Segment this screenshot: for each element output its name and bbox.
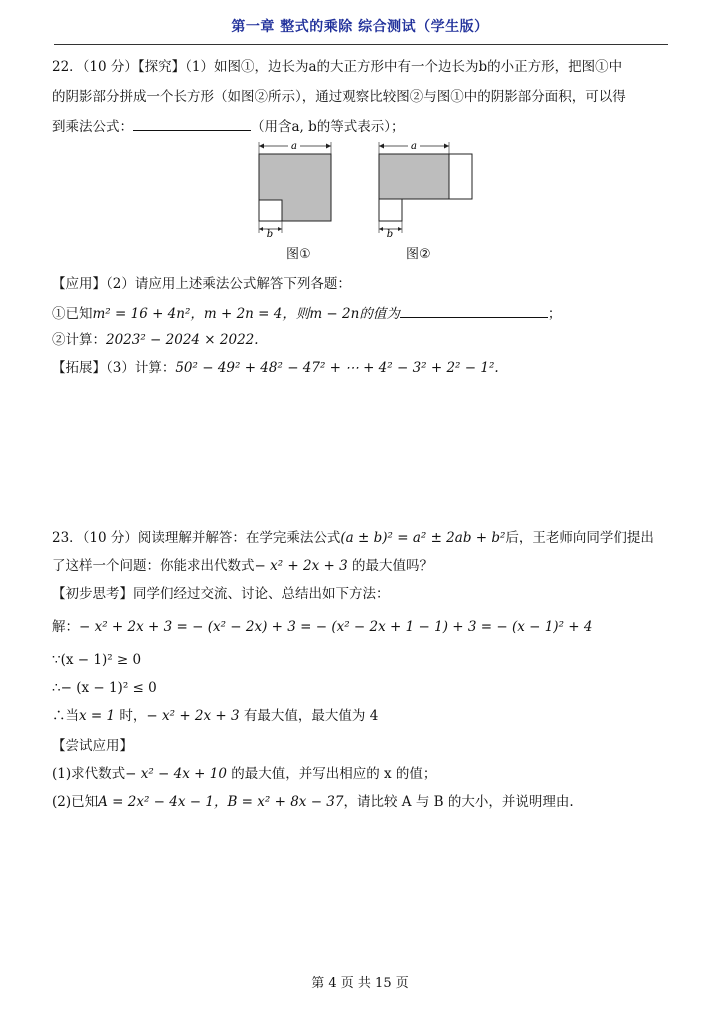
q23-line2-prefix: 了这样一个问题：你能求出代数式 xyxy=(52,558,255,574)
figure-2-side-rect xyxy=(449,154,472,199)
q23-therefore-2-suffix: 有最大值，最大值为 4 xyxy=(239,708,379,724)
page-header-title: 第一章 整式的乘除 综合测试（学生版） xyxy=(231,19,489,35)
q23-solution-math: − x² + 2x + 3 = − (x² − 2x) + 3 = − (x² − 2x + 1 − 1) + 3 = − (x − 1)² + 4 xyxy=(79,619,593,635)
q22-line2: 的阴影部分拼成一个长方形（如图②所示），通过观察比较图②与图①中的阴影部分面积，可以得 xyxy=(52,89,626,105)
q22-line3-suffix: （用含a, b的等式表示）； xyxy=(251,119,405,135)
figure-2-small-square xyxy=(379,199,402,221)
q23-line1-math: (a ± b)² = a² ± 2ab + b² xyxy=(340,530,506,546)
q23-solution xyxy=(52,618,592,636)
q22-apply-2-prefix: ②计算： xyxy=(52,332,106,348)
q23-try-2-suffix: ，请比较 A 与 B 的大小，并说明理由. xyxy=(343,794,574,810)
q23-therefore-2-prefix: ∴当 xyxy=(52,708,79,724)
q23-line2-suffix: 的最大值吗？ xyxy=(347,558,434,574)
q23-try-title: 【尝试应用】 xyxy=(52,738,133,754)
q23-therefore-1: ∴− (x − 1)² ≤ 0 xyxy=(52,680,157,696)
q23-therefore-2-mid: 时， xyxy=(115,708,147,724)
q22-line3 xyxy=(52,116,405,136)
q22-apply-1-prefix: ①已知 xyxy=(52,306,93,322)
q22-apply-title: 【应用】（2）请应用上述乘法公式解答下列各题： xyxy=(52,276,351,292)
figure-1-small-square xyxy=(259,200,282,221)
figure-1-label-b: b xyxy=(266,229,274,238)
q23-because: ∵(x − 1)² ≥ 0 xyxy=(52,652,142,668)
q23-try-1 xyxy=(52,765,436,783)
q22-apply-1 xyxy=(52,303,561,323)
q22-line1: 22．（10 分）【探究】（1）如图①，边长为a的大正方形中有一个边长为b的小正方形，把图①中 xyxy=(52,59,623,75)
q22-extend-prefix: 【拓展】（3）计算： xyxy=(52,360,176,376)
figure-1-diagram xyxy=(248,138,348,238)
q22-answer-blank[interactable] xyxy=(133,116,251,131)
q23-try-1-math: − x² − 4x + 10 xyxy=(125,766,227,782)
q23-therefore-2 xyxy=(52,707,378,725)
q23-solution-prefix: 解： xyxy=(52,619,79,635)
q23-try-1-suffix: 的最大值，并写出相应的 x 的值； xyxy=(226,766,437,782)
q22-apply-2 xyxy=(52,331,259,349)
figure-2-label-b: b xyxy=(386,229,394,238)
figure-2-caption: 图② xyxy=(406,247,431,262)
q22-apply-1-suffix: ； xyxy=(547,306,562,322)
q23-line2 xyxy=(52,557,433,575)
q22-extend xyxy=(52,359,499,377)
q22-apply-1-math: m² = 16 + 4n²，m + 2n = 4，则m − 2n的值为 xyxy=(92,306,400,322)
q22-apply-1-blank[interactable] xyxy=(400,303,548,318)
figure-2-main-rect xyxy=(379,154,449,199)
figure-1-caption: 图① xyxy=(286,247,311,262)
q23-line1-prefix: 23．（10 分）阅读理解并解答：在学完乘法公式 xyxy=(52,530,341,546)
q22-line3-prefix: 到乘法公式： xyxy=(52,119,133,135)
q22-apply-2-math: 2023² − 2024 × 2022. xyxy=(106,332,259,348)
q23-therefore-2-math1: x = 1 xyxy=(79,708,116,724)
q23-line1 xyxy=(52,529,654,547)
q23-try-2-prefix: (2)已知 xyxy=(52,794,99,810)
q23-try-2-math: A = 2x² − 4x − 1，B = x² + 8x − 37 xyxy=(98,794,344,810)
figure-2-diagram xyxy=(368,138,478,238)
q22-extend-math: 50² − 49² + 48² − 47² + ⋯ + 4² − 3² + 2² − 1². xyxy=(175,360,499,376)
q23-try-2 xyxy=(52,793,574,811)
q23-line2-math: − x² + 2x + 3 xyxy=(254,558,348,574)
q23-therefore-2-math2: − x² + 2x + 3 xyxy=(146,708,240,724)
figure-2-label-a: a xyxy=(411,141,417,152)
figure-1-label-a: a xyxy=(291,141,297,152)
q23-try-1-prefix: (1)求代数式 xyxy=(52,766,126,782)
q23-line1-suffix: 后，王老师向同学们提出 xyxy=(505,530,654,546)
q23-think-title: 【初步思考】同学们经过交流、讨论、总结出如下方法： xyxy=(52,586,390,602)
page-number-footer: 第 4 页 共 15 页 xyxy=(311,976,409,991)
header-divider xyxy=(54,44,668,45)
